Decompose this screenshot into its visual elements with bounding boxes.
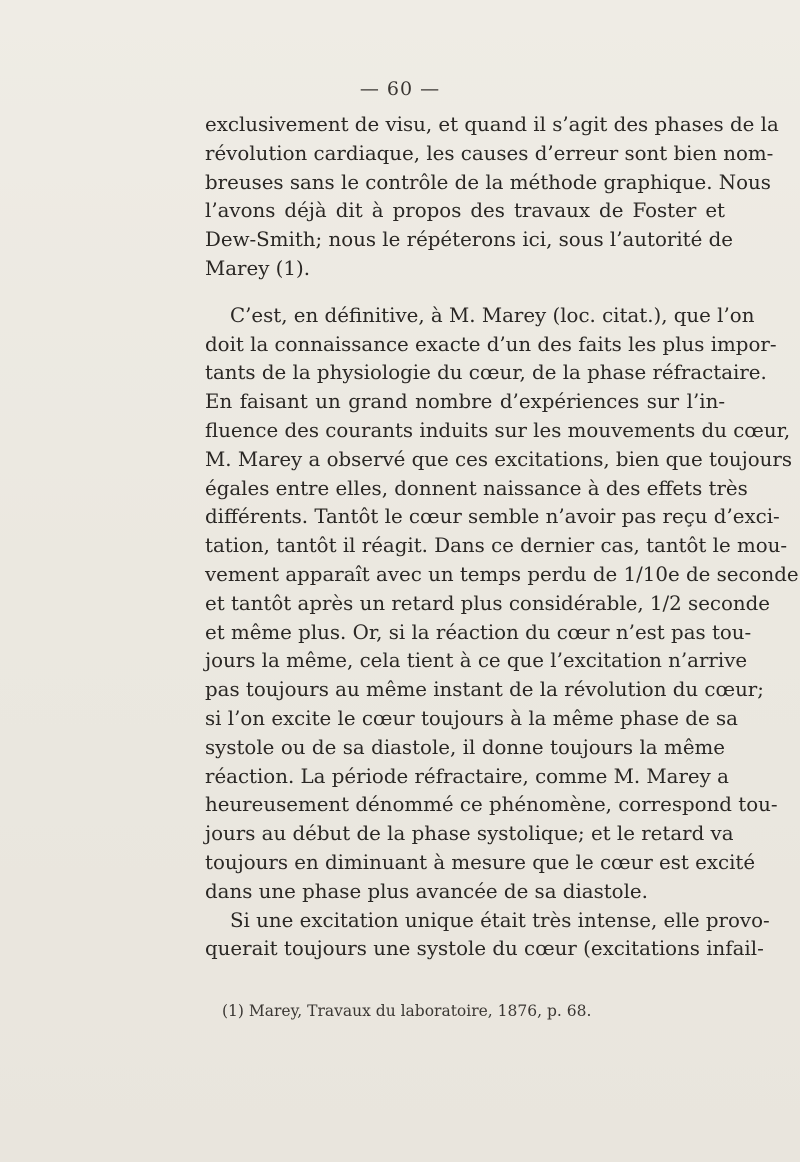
text-line: différents. Tantôt le cœur semble n’avoir pas reçu d’exci- bbox=[205, 505, 780, 529]
paragraph-2 bbox=[205, 302, 799, 907]
text-line: fluence des courants induits sur les mouvements du cœur, bbox=[205, 418, 791, 442]
text-line: l’avons déjà dit à propos des travaux de Foster et bbox=[205, 199, 725, 223]
text-line: tants de la physiologie du cœur, de la phase réfractaire. bbox=[205, 361, 767, 385]
text-line: Si une excitation unique était très intense, elle provo- bbox=[230, 908, 770, 932]
paragraph-gap bbox=[205, 284, 725, 302]
paragraph-3 bbox=[205, 907, 770, 965]
footnote: (1) Marey, Travaux du laboratoire, 1876, p. 68. bbox=[222, 1002, 592, 1020]
text-line: et même plus. Or, si la réaction du cœur n’est pas tou- bbox=[205, 620, 752, 644]
text-line: systole ou de sa diastole, il donne toujours la même bbox=[205, 735, 725, 759]
body-text bbox=[205, 111, 799, 964]
text-line: Dew-Smith; nous le répéterons ici, sous l’autorité de bbox=[205, 228, 733, 252]
text-line: égales entre elles, donnent naissance à des effets très bbox=[205, 476, 748, 500]
text-line: jours la même, cela tient à ce que l’excitation n’arrive bbox=[205, 649, 748, 673]
text-line: exclusivement de visu, et quand il s’agit des phases de la bbox=[205, 113, 779, 136]
text-line: doit la connaissance exacte d’un des faits les plus impor- bbox=[205, 332, 777, 356]
text-line: vement apparaît avec un temps perdu de 1/10e de seconde bbox=[205, 562, 799, 586]
text-line: jours au début de la phase systolique; et le retard va bbox=[205, 822, 734, 846]
text-line: breuses sans le contrôle de la méthode graphique. Nous bbox=[205, 170, 771, 194]
text-line: heureusement dénommé ce phénomène, correspond tou- bbox=[205, 793, 778, 817]
text-line: et tantôt après un retard plus considérable, 1/2 seconde bbox=[205, 591, 771, 615]
text-line: Marey (1). bbox=[205, 256, 310, 280]
text-line: C’est, en définitive, à M. Marey (loc. citat.), que l’on bbox=[230, 303, 755, 327]
text-line: révolution cardiaque, les causes d’erreur sont bien nom- bbox=[205, 141, 774, 165]
paragraph-1 bbox=[205, 111, 779, 284]
text-line: pas toujours au même instant de la révolution du cœur; bbox=[205, 678, 764, 702]
text-line: toujours en diminuant à mesure que le cœur est excité bbox=[205, 850, 756, 874]
text-line: querait toujours une systole du cœur (excitations infail- bbox=[205, 937, 764, 961]
text-line: dans une phase plus avancée de sa diastole. bbox=[205, 879, 648, 903]
text-line: si l’on excite le cœur toujours à la même phase de sa bbox=[205, 706, 738, 730]
text-line: M. Marey a observé que ces excitations, bien que toujours bbox=[205, 447, 793, 471]
text-line: tation, tantôt il réagit. Dans ce dernier cas, tantôt le mou- bbox=[205, 534, 788, 558]
text-line: réaction. La période réfractaire, comme M. Marey a bbox=[205, 764, 729, 788]
page-number: — 60 — bbox=[359, 78, 441, 100]
text-line: En faisant un grand nombre d’expériences sur l’in- bbox=[205, 390, 725, 414]
